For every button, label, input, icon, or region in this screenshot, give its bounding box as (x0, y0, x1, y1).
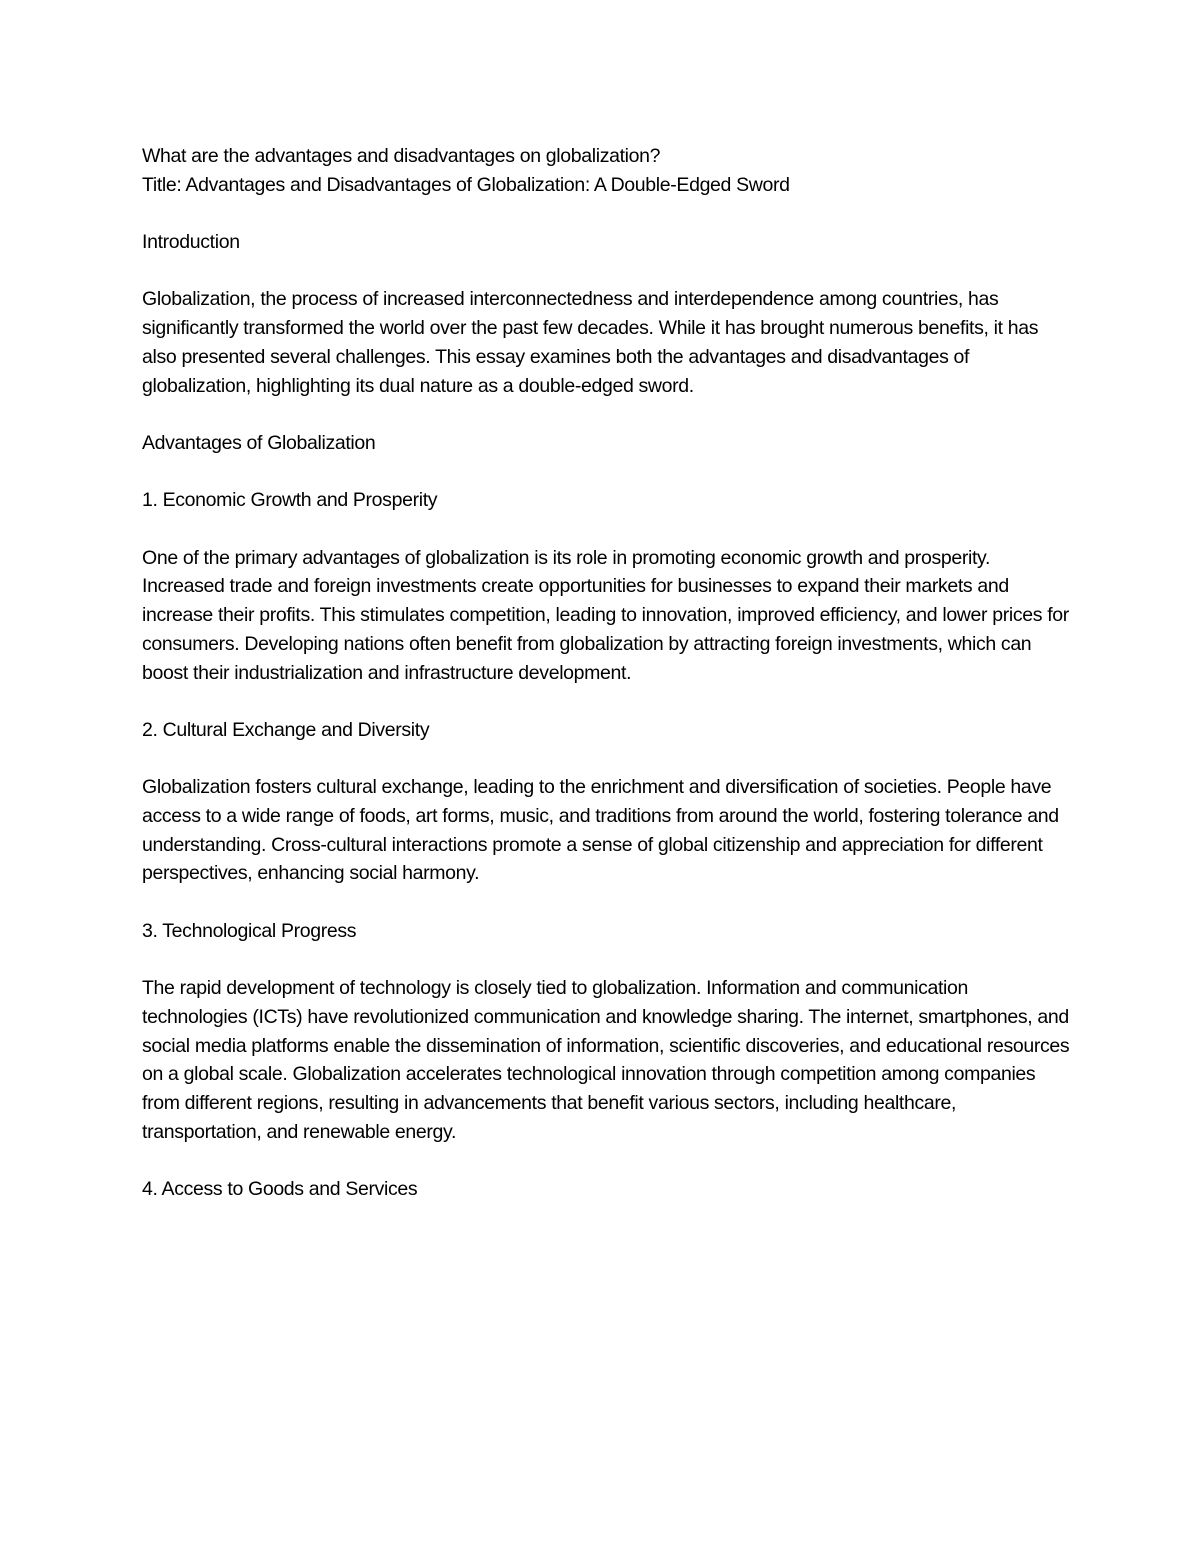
document-body (142, 142, 1077, 1204)
section-heading-economic: 1. Economic Growth and Prosperity (142, 489, 438, 512)
document-question: What are the advantages and disadvantages on globalization? (142, 145, 661, 167)
section-heading-cultural: 2. Cultural Exchange and Diversity (142, 718, 430, 741)
section-heading-technological: 3. Technological Progress (142, 919, 357, 942)
section-paragraph-technological: The rapid development of technology is closely tied to globalization. Information and communication technologies (ICTs) have revolutionized communication and knowledge sharing. The internet, smartphones, and social media platforms enable the dissemination of information, scientific discoveries, and educational resources on a global scale. Globalization accelerates technological innovation through competition among companies from different regions, resulting in advancements that benefit various sectors, including healthcare, transportation, and renewable energy. (142, 977, 1070, 1143)
advantages-heading: Advantages of Globalization (142, 431, 376, 454)
intro-heading: Introduction (142, 231, 240, 254)
section-paragraph-cultural: Globalization fosters cultural exchange, leading to the enrichment and diversification of societies. People have access to a wide range of foods, art forms, music, and traditions from around the world, fostering tolerance and understanding. Cross-cultural interactions promote a sense of global citizenship and appreciation for different perspectives, enhancing social harmony. (142, 776, 1059, 885)
section-paragraph-economic: One of the primary advantages of globalization is its role in promoting economic growth and prosperity. Increased trade and foreign investments create opportunities for businesses to expand their markets and increase their profits. This stimulates competition, leading to innovation, improved efficiency, and lower prices for consumers. Developing nations often benefit from globalization by attracting foreign investments, which can boost their industrialization and infrastructure development. (142, 546, 1069, 684)
intro-paragraph: Globalization, the process of increased interconnectedness and interdependence among countries, has significantly transformed the world over the past few decades. While it has brought numerous benefits, it has also presented several challenges. This essay examines both the advantages and disadvantages of globalization, highlighting its dual nature as a double-edged sword. (142, 288, 1039, 397)
document-title: Title: Advantages and Disadvantages of Globalization: A Double-Edged Sword (142, 173, 790, 196)
section-heading-access: 4. Access to Goods and Services (142, 1178, 418, 1201)
